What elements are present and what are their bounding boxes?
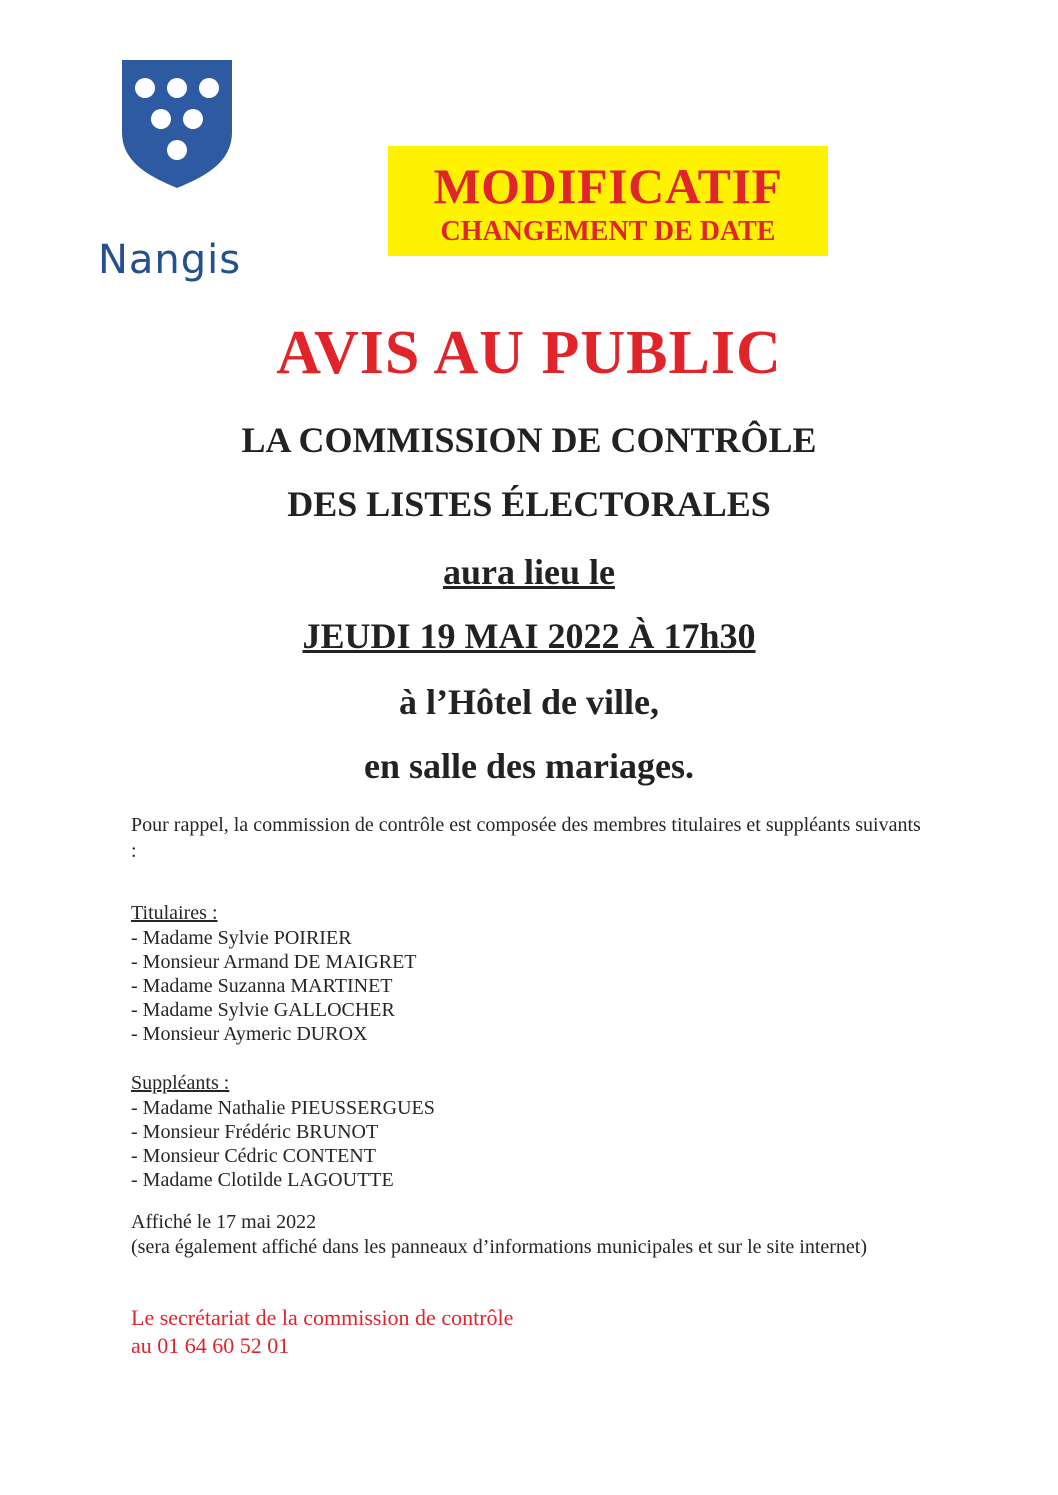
- titulaires-title: Titulaires :: [131, 902, 218, 924]
- secretariat-contact: [131, 1304, 513, 1360]
- commission-line-1: LA COMMISSION DE CONTRÔLE: [241, 420, 817, 460]
- page-title: AVIS AU PUBLIC: [276, 319, 782, 387]
- suppleants-title: Suppléants :: [131, 1072, 230, 1094]
- list-item: - Madame Sylvie GALLOCHER: [131, 999, 395, 1021]
- town-logo: [98, 58, 258, 283]
- list-item: - Madame Sylvie POIRIER: [131, 927, 352, 949]
- list-item: - Madame Suzanna MARTINET: [131, 975, 393, 997]
- logo-wordmark: Nangis: [98, 237, 242, 283]
- list-item: - Monsieur Frédéric BRUNOT: [131, 1121, 379, 1143]
- banner-title: MODIFICATIF: [433, 158, 783, 214]
- list-item: - Monsieur Cédric CONTENT: [131, 1145, 376, 1167]
- suppleants-section: [131, 1070, 931, 1192]
- list-item: - Madame Clotilde LAGOUTTE: [131, 1169, 394, 1191]
- posting-date: Affiché le 17 mai 2022: [131, 1211, 317, 1233]
- meeting-date: JEUDI 19 MAI 2022 À 17h30: [302, 616, 756, 656]
- shield-icon: [118, 58, 236, 190]
- reminder-paragraph: Pour rappel, la commission de contrôle est composée des membres titulaires et suppléants suivants :: [131, 814, 921, 862]
- meeting-place: à l’Hôtel de ville,: [399, 682, 659, 722]
- banner-subtitle: CHANGEMENT DE DATE: [440, 216, 776, 247]
- meeting-room: en salle des mariages.: [364, 746, 694, 786]
- list-item: - Monsieur Armand DE MAIGRET: [131, 951, 417, 973]
- commission-line-2: DES LISTES ÉLECTORALES: [287, 484, 771, 524]
- secretariat-line: Le secrétariat de la commission de contrôle: [131, 1305, 514, 1330]
- modification-banner: [388, 146, 828, 256]
- list-item: - Madame Nathalie PIEUSSERGUES: [131, 1097, 435, 1119]
- secretariat-phone: au 01 64 60 52 01: [131, 1333, 290, 1358]
- list-item: - Monsieur Aymeric DUROX: [131, 1023, 368, 1045]
- titulaires-section: [131, 900, 931, 1046]
- aura-lieu-text: aura lieu le: [443, 552, 615, 592]
- posting-note: (sera également affiché dans les panneaux d’informations municipales et sur le site internet): [131, 1236, 868, 1258]
- posting-info: [131, 1210, 931, 1260]
